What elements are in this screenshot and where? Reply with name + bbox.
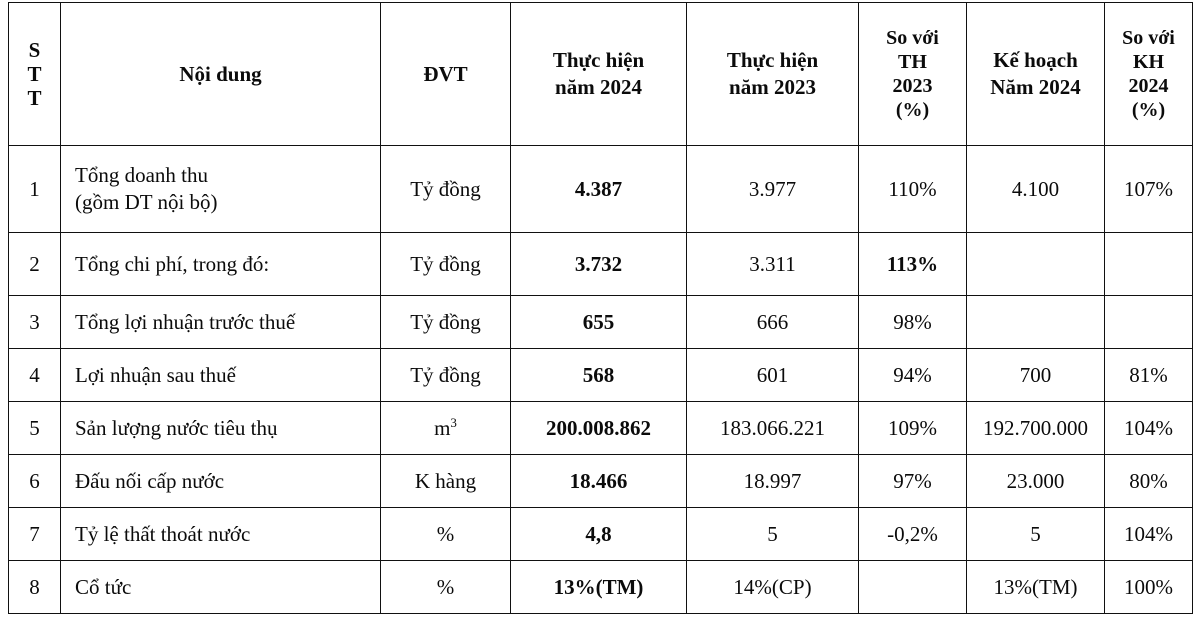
cell-kehoach-2024 bbox=[967, 233, 1105, 296]
cell-noidung-line1: Tỷ lệ thất thoát nước bbox=[75, 521, 251, 546]
cell-thuchien-2024: 200.008.862 bbox=[511, 402, 687, 455]
column-header-sovoi-th2023-line3: 2023 bbox=[892, 75, 933, 97]
cell-thuchien-2024: 13%(TM) bbox=[511, 561, 687, 614]
cell-noidung bbox=[61, 508, 381, 561]
cell-sovoi-kh2024: 80% bbox=[1105, 455, 1193, 508]
cell-thuchien-2023: 14%(CP) bbox=[687, 561, 859, 614]
cell-dvt: Tỷ đồng bbox=[381, 146, 511, 233]
cell-kehoach-2024: 700 bbox=[967, 349, 1105, 402]
cell-dvt: % bbox=[381, 561, 511, 614]
column-header-sovoi-th2023-line2: TH bbox=[898, 51, 927, 73]
column-header-noidung-label: Nội dung bbox=[179, 61, 262, 86]
column-header-noidung bbox=[61, 3, 381, 146]
cell-noidung-line1: Tổng lợi nhuận trước thuế bbox=[75, 309, 296, 334]
cell-stt: 1 bbox=[9, 146, 61, 233]
column-header-sovoi-th2023-line4: (%) bbox=[895, 99, 930, 121]
cell-noidung bbox=[61, 296, 381, 349]
column-header-stt bbox=[9, 3, 61, 146]
column-header-stt-line2: T bbox=[27, 61, 42, 86]
column-header-thuchien-2023 bbox=[687, 3, 859, 146]
cell-dvt: K hàng bbox=[381, 455, 511, 508]
column-header-dvt bbox=[381, 3, 511, 146]
column-header-thuchien-2024-line1: Thực hiện bbox=[552, 48, 645, 73]
cell-thuchien-2023: 183.066.221 bbox=[687, 402, 859, 455]
column-header-stt-line3: T bbox=[27, 86, 42, 111]
results-table bbox=[8, 2, 1193, 614]
cell-thuchien-2023: 18.997 bbox=[687, 455, 859, 508]
cell-noidung bbox=[61, 233, 381, 296]
column-header-dvt-label: ĐVT bbox=[423, 61, 468, 86]
cell-noidung-line1: Tổng doanh thu bbox=[75, 163, 208, 188]
column-header-thuchien-2023-line1: Thực hiện bbox=[726, 48, 819, 73]
column-header-sovoi-th2023-line1: So với bbox=[886, 27, 939, 49]
cell-stt: 4 bbox=[9, 349, 61, 402]
cell-stt: 3 bbox=[9, 296, 61, 349]
cell-sovoi-kh2024 bbox=[1105, 296, 1193, 349]
cell-thuchien-2024: 4,8 bbox=[511, 508, 687, 561]
cell-noidung-line1: Lợi nhuận sau thuế bbox=[75, 362, 236, 387]
column-header-sovoi-kh2024-line4: (%) bbox=[1131, 99, 1166, 121]
cell-noidung-line1: Cổ tức bbox=[75, 574, 132, 599]
table-row bbox=[9, 455, 1193, 508]
cell-noidung bbox=[61, 146, 381, 233]
cell-stt: 7 bbox=[9, 508, 61, 561]
cell-kehoach-2024: 5 bbox=[967, 508, 1105, 561]
cell-noidung-line1: Đấu nối cấp nước bbox=[75, 468, 225, 493]
table-row bbox=[9, 561, 1193, 614]
table-row bbox=[9, 146, 1193, 233]
cell-thuchien-2024: 3.732 bbox=[511, 233, 687, 296]
cell-dvt: Tỷ đồng bbox=[381, 296, 511, 349]
cell-thuchien-2024: 4.387 bbox=[511, 146, 687, 233]
cell-sovoi-th2023: 110% bbox=[859, 146, 967, 233]
cell-noidung bbox=[61, 402, 381, 455]
cell-sovoi-th2023: -0,2% bbox=[859, 508, 967, 561]
cell-noidung bbox=[61, 561, 381, 614]
table-header-row bbox=[9, 3, 1193, 146]
column-header-sovoi-kh2024-line1: So với bbox=[1122, 27, 1175, 49]
table-row bbox=[9, 508, 1193, 561]
cell-stt: 2 bbox=[9, 233, 61, 296]
cell-sovoi-th2023: 113% bbox=[859, 233, 967, 296]
cell-dvt: Tỷ đồng bbox=[381, 349, 511, 402]
column-header-sovoi-kh2024-line3: 2024 bbox=[1128, 75, 1169, 97]
cell-kehoach-2024: 23.000 bbox=[967, 455, 1105, 508]
table-row bbox=[9, 233, 1193, 296]
cell-thuchien-2024: 655 bbox=[511, 296, 687, 349]
cell-thuchien-2024: 18.466 bbox=[511, 455, 687, 508]
cell-sovoi-kh2024: 107% bbox=[1105, 146, 1193, 233]
cell-kehoach-2024: 13%(TM) bbox=[967, 561, 1105, 614]
cell-thuchien-2023: 3.977 bbox=[687, 146, 859, 233]
column-header-thuchien-2024-line2: năm 2024 bbox=[555, 75, 642, 99]
cell-thuchien-2023: 666 bbox=[687, 296, 859, 349]
cell-thuchien-2024: 568 bbox=[511, 349, 687, 402]
cell-sovoi-kh2024 bbox=[1105, 233, 1193, 296]
table-row bbox=[9, 402, 1193, 455]
table-body bbox=[9, 146, 1193, 614]
cell-stt: 5 bbox=[9, 402, 61, 455]
table-row bbox=[9, 349, 1193, 402]
table-header bbox=[9, 3, 1193, 146]
cell-noidung bbox=[61, 349, 381, 402]
cell-sovoi-th2023: 98% bbox=[859, 296, 967, 349]
cell-thuchien-2023: 601 bbox=[687, 349, 859, 402]
column-header-sovoi-th2023 bbox=[859, 3, 967, 146]
cell-kehoach-2024: 192.700.000 bbox=[967, 402, 1105, 455]
cell-sovoi-th2023 bbox=[859, 561, 967, 614]
cell-sovoi-kh2024: 81% bbox=[1105, 349, 1193, 402]
cell-sovoi-th2023: 94% bbox=[859, 349, 967, 402]
cell-sovoi-kh2024: 100% bbox=[1105, 561, 1193, 614]
cell-dvt: $m^3$ bbox=[381, 402, 511, 455]
superscript-3: 3 bbox=[450, 414, 457, 430]
column-header-kehoach-2024 bbox=[967, 3, 1105, 146]
column-header-thuchien-2023-line2: năm 2023 bbox=[729, 75, 816, 99]
column-header-sovoi-kh2024-line2: KH bbox=[1132, 51, 1165, 73]
column-header-thuchien-2024 bbox=[511, 3, 687, 146]
table-row bbox=[9, 296, 1193, 349]
cell-thuchien-2023: 5 bbox=[687, 508, 859, 561]
cell-sovoi-kh2024: 104% bbox=[1105, 402, 1193, 455]
cell-sovoi-th2023: 97% bbox=[859, 455, 967, 508]
cell-noidung bbox=[61, 455, 381, 508]
cell-kehoach-2024 bbox=[967, 296, 1105, 349]
column-header-stt-line1: S bbox=[28, 37, 41, 62]
cell-noidung-line1: Tổng chi phí, trong đó: bbox=[75, 251, 270, 276]
cell-dvt: % bbox=[381, 508, 511, 561]
column-header-kehoach-2024-line1: Kế hoạch bbox=[993, 48, 1078, 73]
cell-stt: 6 bbox=[9, 455, 61, 508]
cell-noidung-line2: (gồm DT nội bộ) bbox=[75, 190, 218, 214]
cell-kehoach-2024: 4.100 bbox=[967, 146, 1105, 233]
cell-noidung-line1: Sản lượng nước tiêu thụ bbox=[75, 415, 278, 440]
cell-sovoi-kh2024: 104% bbox=[1105, 508, 1193, 561]
column-header-sovoi-kh2024 bbox=[1105, 3, 1193, 146]
cell-stt: 8 bbox=[9, 561, 61, 614]
cell-thuchien-2023: 3.311 bbox=[687, 233, 859, 296]
cell-dvt: Tỷ đồng bbox=[381, 233, 511, 296]
cell-sovoi-th2023: 109% bbox=[859, 402, 967, 455]
column-header-kehoach-2024-line2: Năm 2024 bbox=[990, 75, 1081, 99]
document-page bbox=[0, 2, 1200, 626]
